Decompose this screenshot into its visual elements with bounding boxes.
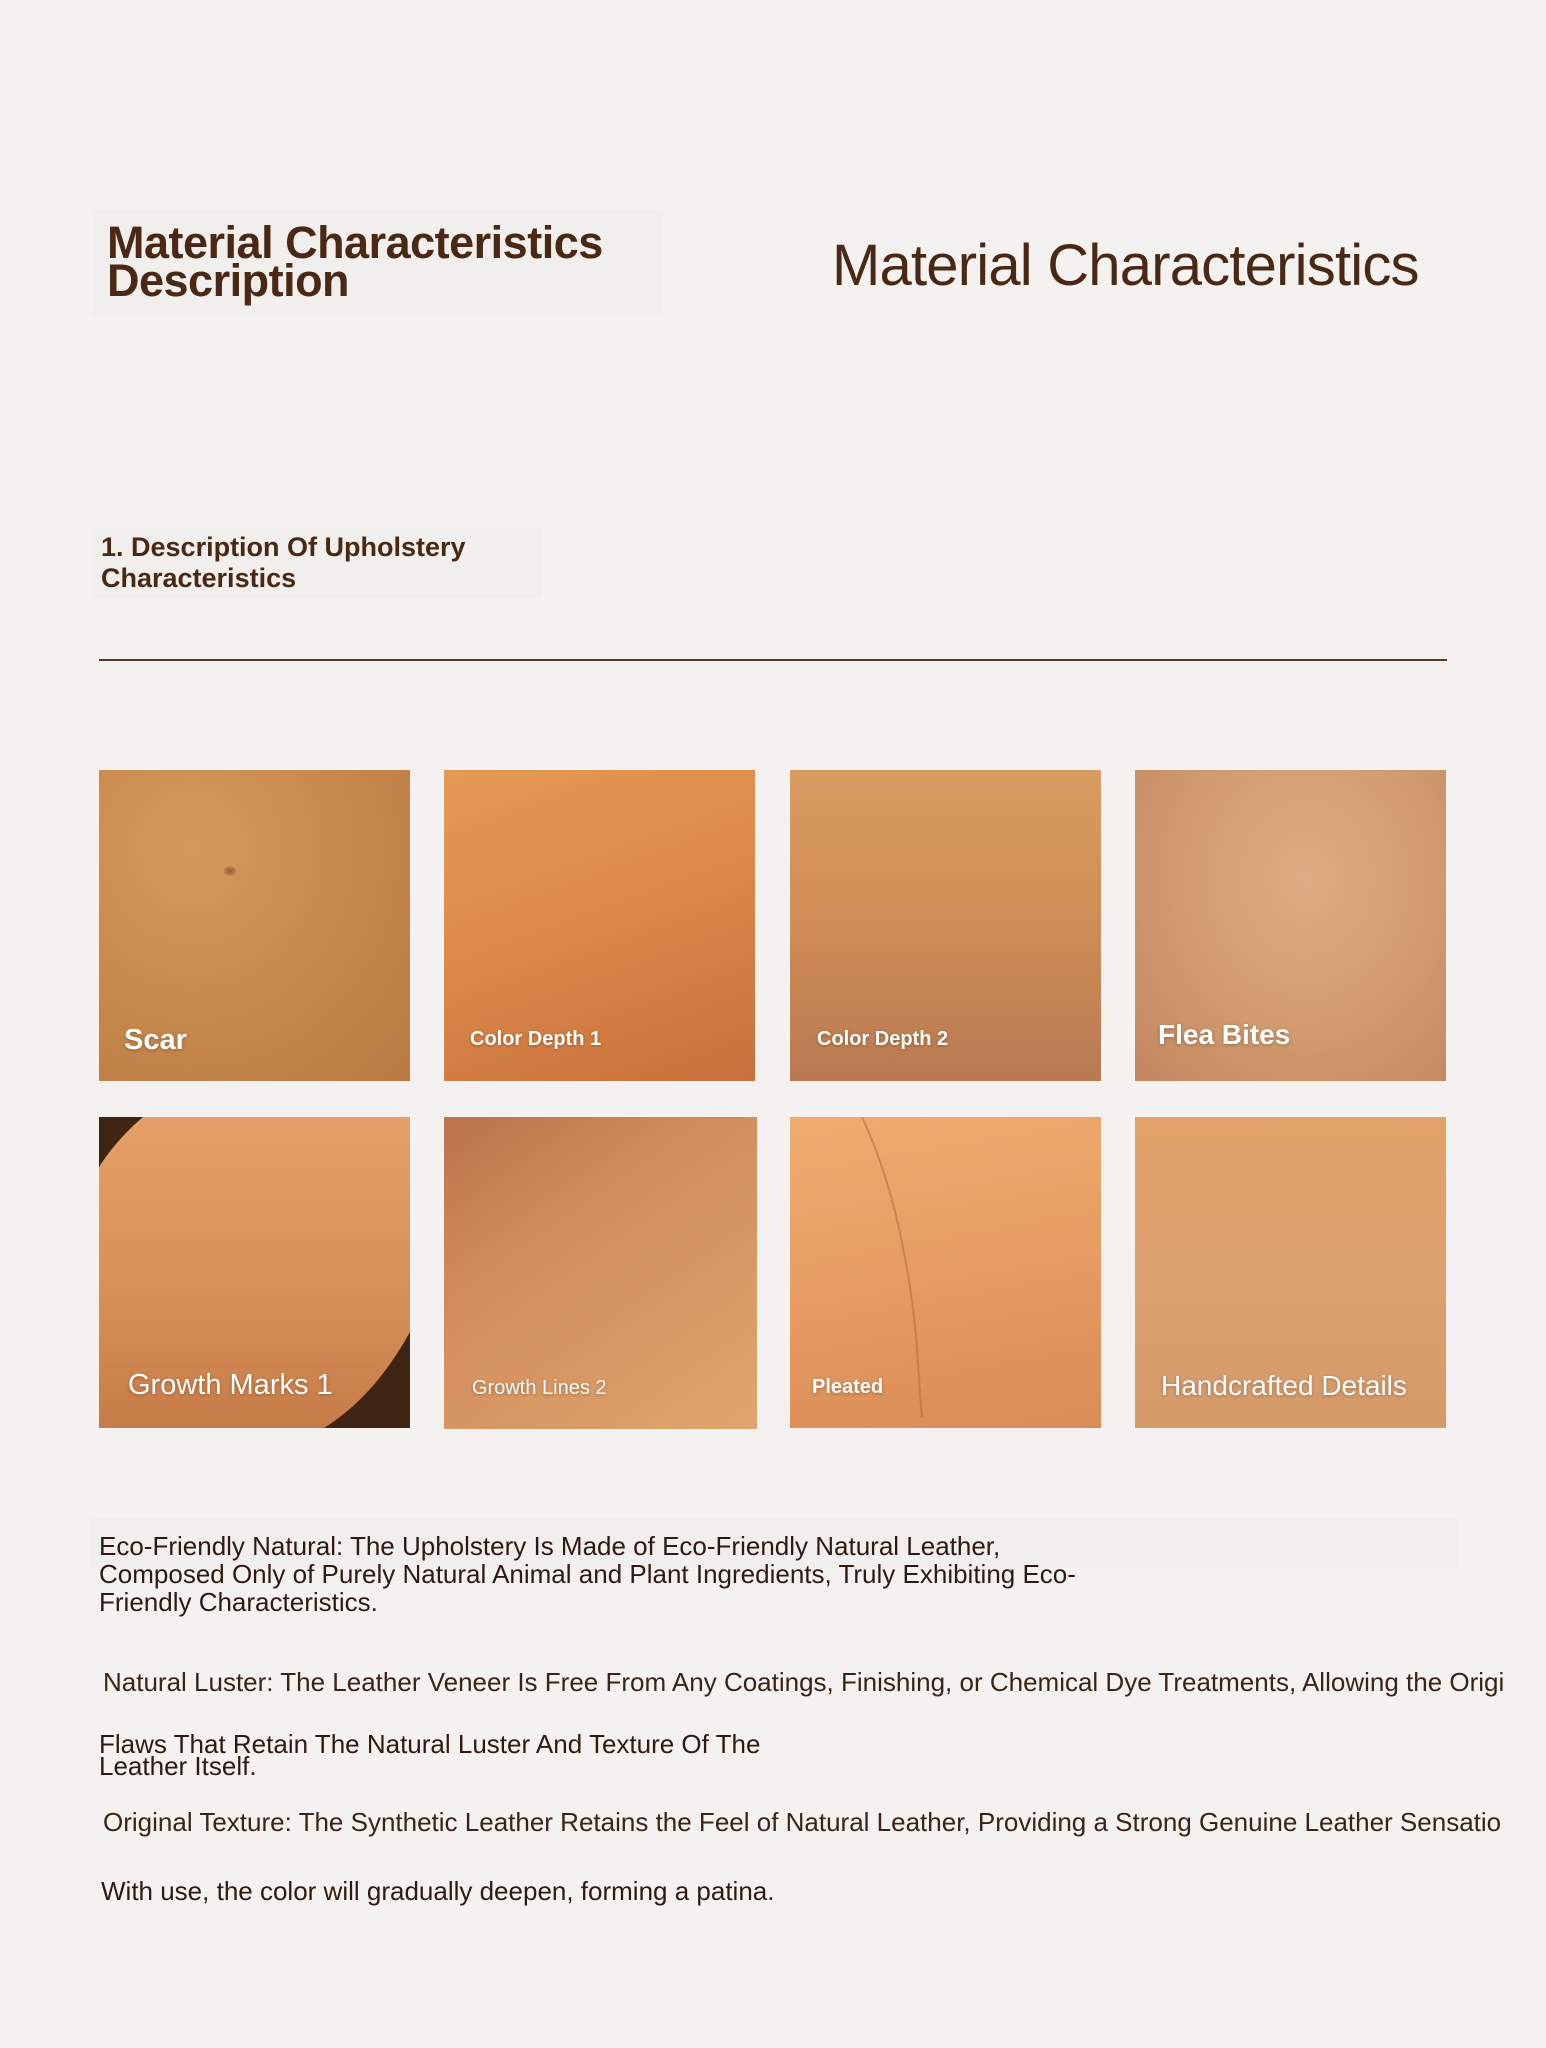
original-texture-paragraph: Original Texture: The Synthetic Leather Retains the Feel of Natural Leather, Providing a Strong Genuine Leather Sensatio — [103, 1807, 1502, 1837]
swatch-label: Scar — [124, 1024, 187, 1056]
swatch-color-depth-1 — [444, 770, 755, 1081]
flaws-paragraph: Flaws That Retain The Natural Luster And Texture Of The Leather Itself. — [99, 1729, 761, 1781]
swatch-label: Color Depth 2 — [817, 1028, 949, 1050]
swatch-growth-lines-2 — [444, 1117, 757, 1429]
swatch-label: Flea Bites — [1158, 1019, 1291, 1050]
swatch-color-depth-2 — [790, 770, 1101, 1081]
section-heading-box — [92, 528, 542, 598]
swatch-pleated — [790, 1117, 1101, 1428]
swatch-flea-bites — [1135, 770, 1446, 1081]
patina-paragraph: With use, the color will gradually deepen, forming a patina. — [101, 1876, 775, 1906]
section-heading: 1. Description Of Upholstery Characteristics — [101, 532, 466, 593]
page-title-left: Material Characteristics Description — [107, 217, 603, 306]
natural-luster-paragraph: Natural Luster: The Leather Veneer Is Free From Any Coatings, Finishing, or Chemical Dye Treatments, Allowing the Origi — [103, 1667, 1505, 1697]
title-left-box — [93, 210, 663, 316]
swatch-handcrafted-details — [1135, 1117, 1446, 1428]
swatch-scar — [99, 770, 410, 1081]
section-divider — [99, 659, 1447, 661]
eco-friendly-paragraph: Eco-Friendly Natural: The Upholstery Is Made of Eco-Friendly Natural Leather, Composed Only of Purely Natural Animal and Plant Ingredients, Truly Exhibiting Eco-Friendly Characteristics. — [99, 1531, 1076, 1617]
swatch-label: Growth Lines 2 — [472, 1377, 607, 1399]
swatch-label: Color Depth 1 — [470, 1028, 602, 1050]
swatch-label: Growth Marks 1 — [128, 1369, 333, 1401]
page-title-right: Material Characteristics — [832, 233, 1419, 298]
swatch-growth-marks-1 — [99, 1117, 410, 1428]
swatch-label: Pleated — [812, 1376, 884, 1398]
scar-mark — [224, 866, 236, 876]
swatch-label: Handcrafted Details — [1161, 1370, 1407, 1401]
